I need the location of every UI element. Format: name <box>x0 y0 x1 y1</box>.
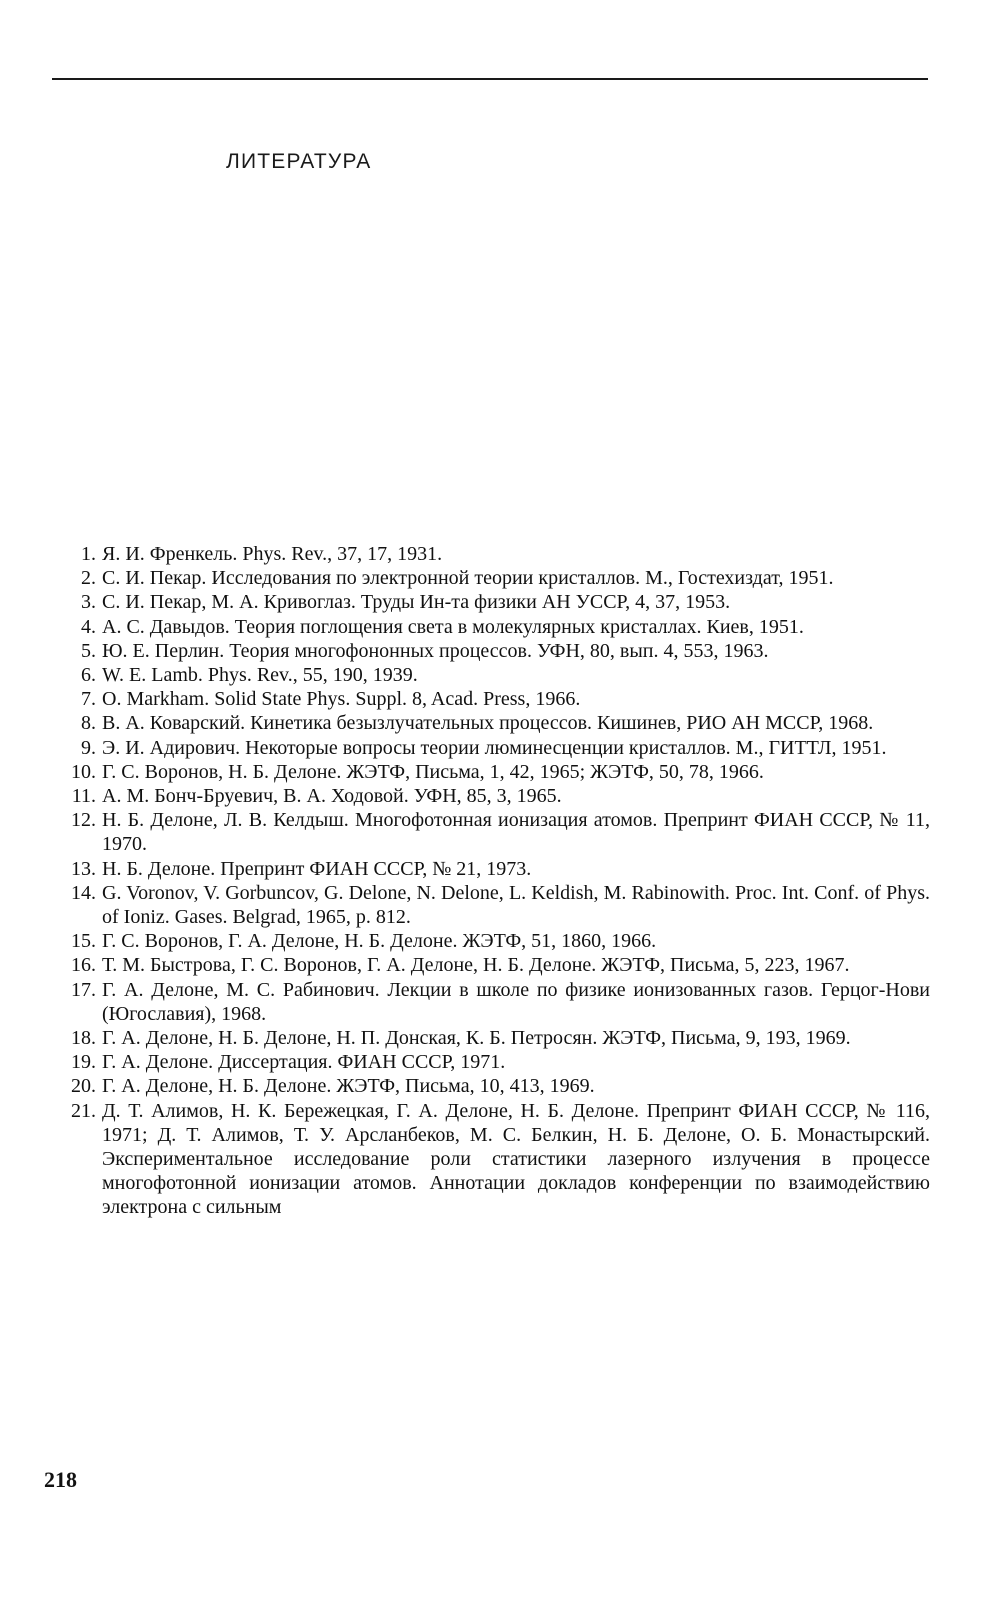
reference-text: Г. С. Воронов, Г. А. Делоне, Н. Б. Делоне. ЖЭТФ, 51, 1860, 1966. <box>102 930 657 953</box>
reference-item <box>62 929 930 953</box>
reference-text: Г. С. Воронов, Н. Б. Делоне. ЖЭТФ, Письма, 1, 42, 1965; ЖЭТФ, 50, 78, 1966. <box>102 760 764 783</box>
reference-text: А. С. Давыдов. Теория поглощения света в молекулярных кристаллах. Киев, 1951. <box>102 615 804 638</box>
reference-number: 20. <box>71 1075 96 1098</box>
reference-number: 3. <box>81 591 96 614</box>
reference-item <box>62 1050 930 1074</box>
reference-item <box>62 784 930 808</box>
reference-number: 17. <box>71 978 96 1001</box>
reference-text: Н. Б. Делоне. Препринт ФИАН СССР, № 21, 1973. <box>102 857 532 880</box>
reference-item <box>62 542 930 566</box>
reference-item <box>62 615 930 639</box>
reference-number: 6. <box>81 664 96 687</box>
reference-number: 14. <box>71 881 96 904</box>
reference-item <box>62 978 930 1026</box>
reference-number: 12. <box>71 809 96 832</box>
reference-item <box>62 590 930 614</box>
reference-item <box>62 808 930 856</box>
reference-text: В. А. Коварский. Кинетика безызлучательных процессов. Кишинев, РИО АН МССР, 1968. <box>102 712 874 735</box>
reference-text: Г. А. Делоне, М. С. Рабинович. Лекции в школе по физике ионизованных газов. Герцог-Нови (Югославия), 1968. <box>102 978 930 1025</box>
reference-text: Т. М. Быстрова, Г. С. Воронов, Г. А. Делоне, Н. Б. Делоне. ЖЭТФ, Письма, 5, 223, 1967. <box>102 954 850 977</box>
reference-item <box>62 1099 930 1220</box>
section-heading: ЛИТЕРАТУРА <box>226 150 372 173</box>
reference-number: 10. <box>71 760 96 783</box>
reference-number: 2. <box>81 567 96 590</box>
reference-number: 21. <box>71 1099 96 1122</box>
reference-number: 16. <box>71 954 96 977</box>
reference-text: А. М. Бонч-Бруевич, В. А. Ходовой. УФН, 85, 3, 1965. <box>102 785 562 808</box>
reference-number: 13. <box>71 857 96 880</box>
reference-text: Ю. Е. Перлин. Теория многофононных процессов. УФН, 80, вып. 4, 553, 1963. <box>102 639 769 662</box>
reference-item <box>62 566 930 590</box>
reference-number: 7. <box>81 688 96 711</box>
reference-item <box>62 881 930 929</box>
reference-number: 18. <box>71 1027 96 1050</box>
reference-text: С. И. Пекар, М. А. Кривоглаз. Труды Ин-та физики АН УССР, 4, 37, 1953. <box>102 591 731 614</box>
reference-number: 1. <box>81 543 96 565</box>
reference-text: Д. Т. Алимов, Н. К. Бережецкая, Г. А. Делоне, Н. Б. Делоне. Препринт ФИАН СССР, № 116, 1971; Д. Т. Алимов, Т. У. Арсланбеков, М. С. Белкин, Н. Б. Делоне, О. Б. Монастырский. Экспериментальное исследование роли статистики лазерного излучения в процессе многофотонной ионизации атомов. Аннотации докладов конференции по взаимодействию электрона с сильным <box>102 1099 930 1219</box>
reference-text: W. E. Lamb. Phys. Rev., 55, 190, 1939. <box>102 664 418 687</box>
reference-text: Э. И. Адирович. Некоторые вопросы теории люминесценции кристаллов. М., ГИТТЛ, 1951. <box>102 736 887 759</box>
top-rule <box>52 78 928 80</box>
reference-text: Н. Б. Делоне, Л. В. Келдыш. Многофотонная ионизация атомов. Препринт ФИАН СССР, № 11, 1970. <box>102 809 930 856</box>
reference-item <box>62 760 930 784</box>
reference-number: 19. <box>71 1051 96 1074</box>
reference-item <box>62 953 930 977</box>
reference-text: Г. А. Делоне. Диссертация. ФИАН СССР, 1971. <box>102 1051 506 1074</box>
reference-item <box>62 857 930 881</box>
reference-number: 9. <box>81 736 96 759</box>
reference-number: 11. <box>71 785 96 808</box>
reference-number: 5. <box>81 639 96 662</box>
reference-item <box>62 711 930 735</box>
reference-item <box>62 663 930 687</box>
reference-number: 8. <box>81 712 96 735</box>
reference-text: С. И. Пекар. Исследования по электронной теории кристаллов. М., Гостехиздат, 1951. <box>102 567 834 590</box>
reference-number: 4. <box>81 615 96 638</box>
reference-item <box>62 687 930 711</box>
reference-item <box>62 1026 930 1050</box>
reference-number: 15. <box>71 930 96 953</box>
reference-item <box>62 1074 930 1098</box>
reference-text: G. Voronov, V. Gorbuncov, G. Delone, N. Delone, L. Keldish, M. Rabinowith. Proc. Int. Conf. of Phys. of Ioniz. Gases. Belgrad, 1965, p. 812. <box>102 881 930 929</box>
reference-text: Г. А. Делоне, Н. Б. Делоне. ЖЭТФ, Письма, 10, 413, 1969. <box>102 1075 595 1098</box>
page-number: 218 <box>44 1467 77 1492</box>
reference-text: Г. А. Делоне, Н. Б. Делоне, Н. П. Донская, К. Б. Петросян. ЖЭТФ, Письма, 9, 193, 1969. <box>102 1027 851 1050</box>
reference-list <box>62 542 930 1220</box>
reference-text: Я. И. Френкель. Phys. Rev., 37, 17, 1931. <box>102 543 443 565</box>
reference-text: O. Markham. Solid State Phys. Suppl. 8, Acad. Press, 1966. <box>102 688 581 711</box>
reference-item <box>62 736 930 760</box>
reference-item <box>62 639 930 663</box>
